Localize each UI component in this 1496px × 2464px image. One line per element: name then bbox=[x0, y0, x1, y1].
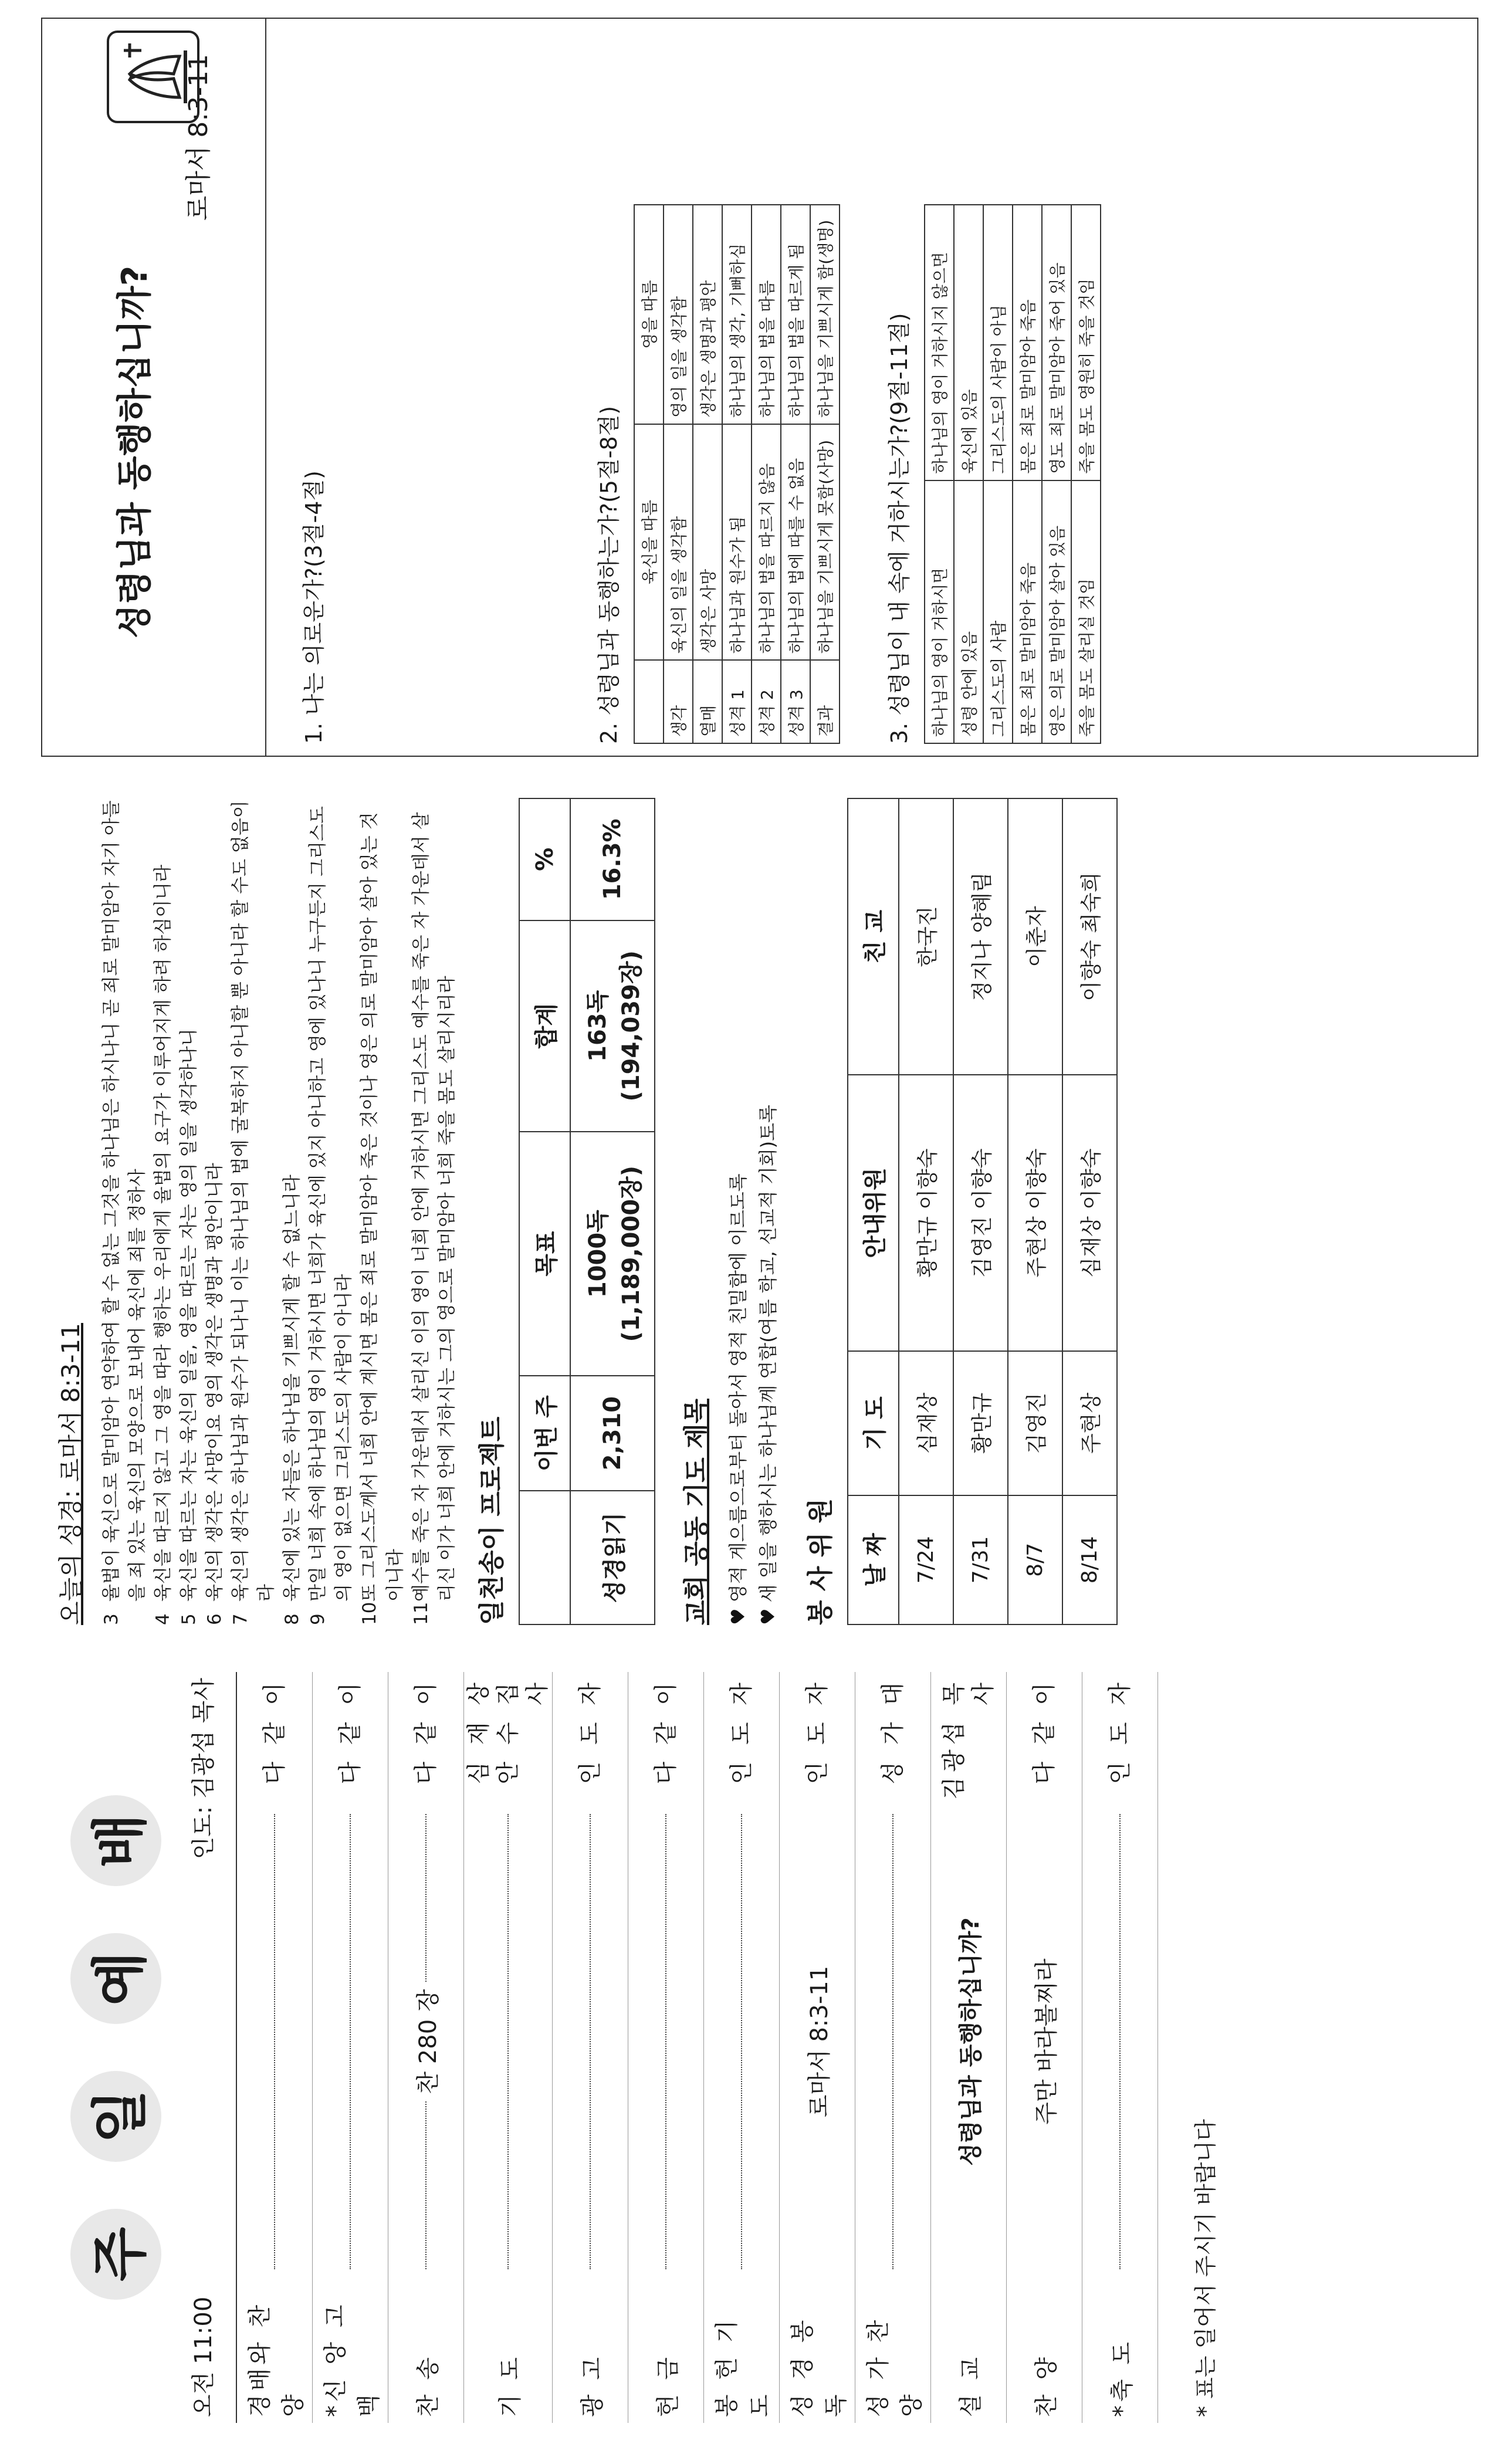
table-cell: 황만규 bbox=[953, 1351, 1008, 1495]
table-cell: 몸은 죄로 말미암아 죽음 bbox=[1013, 205, 1042, 480]
order-person: 다 같 이 bbox=[337, 1678, 364, 1785]
praying-hands-icon bbox=[107, 31, 199, 123]
table-cell: 성경읽기 bbox=[570, 1491, 655, 1624]
question-1: 1. 나는 의로운가?(3절-4절) bbox=[301, 471, 327, 744]
table-cell: 영은 의로 말미암아 살아 있음 bbox=[1042, 480, 1071, 743]
table-cell: 황만규 이향숙 bbox=[899, 1075, 953, 1351]
table-header: 기 도 bbox=[848, 1351, 899, 1495]
order-row bbox=[464, 1672, 553, 2423]
verse-number: 11 bbox=[411, 1602, 432, 1625]
table-header: 영을 따름 bbox=[634, 205, 664, 424]
table-cell: 몸은 죄로 말미암아 죽음 bbox=[1013, 480, 1042, 743]
verse bbox=[176, 798, 202, 1625]
order-row bbox=[628, 1672, 704, 2423]
table-cell: 정지나 양혜림 bbox=[953, 798, 1008, 1075]
verse bbox=[228, 798, 279, 1625]
order-label: 기 도 bbox=[496, 2354, 524, 2417]
order-content bbox=[350, 1801, 351, 2282]
table-cell: 하나님을 기쁘시게 함(생명) bbox=[810, 205, 840, 424]
verse bbox=[150, 798, 176, 1625]
order-person: 인 도 자 bbox=[1106, 1678, 1133, 1785]
title-char: 일 bbox=[70, 2071, 161, 2162]
order-item-text: 성령님과 동행하십니까? bbox=[957, 1917, 984, 2166]
comparison-table-2 bbox=[924, 204, 1101, 744]
table-header bbox=[519, 1491, 570, 1624]
verse-number: 10 bbox=[359, 1602, 381, 1625]
verse bbox=[279, 798, 305, 1625]
table-row bbox=[1008, 798, 1062, 1624]
table-row bbox=[1042, 205, 1071, 743]
order-content bbox=[952, 1801, 986, 2282]
order-item-text: 찬 280 장 bbox=[414, 1989, 442, 2094]
table-cell: 이향숙 최숙희 bbox=[1062, 798, 1117, 1075]
verse bbox=[305, 798, 357, 1625]
order-label: 광 고 bbox=[578, 2354, 606, 2417]
table-header: 육신을 따름 bbox=[634, 424, 664, 660]
table-cell: 한국진 bbox=[899, 798, 953, 1075]
project-title: 일천송이 프로젝트 bbox=[477, 1416, 507, 1625]
order-label: 성 경 봉 독 bbox=[789, 2316, 849, 2417]
order-person: 심 재 상 안 수 집 사 bbox=[465, 1678, 551, 1785]
order-row bbox=[780, 1672, 855, 2423]
table-cell: 심재상 bbox=[899, 1351, 953, 1495]
order-row bbox=[1082, 1672, 1158, 2423]
table-row bbox=[1071, 205, 1101, 743]
table-cell: 그리스도의 사람이 아님 bbox=[983, 205, 1013, 480]
table-header: 하나님의 영이 거하시지 않으면 bbox=[925, 205, 954, 480]
list-item: ♥새 일을 행하시는 하나님께 연합(여름 학교, 선교적 기회)토록 bbox=[757, 1105, 780, 1625]
order-person: 다 같 이 bbox=[412, 1678, 439, 1785]
table-cell: 7/24 bbox=[899, 1495, 953, 1624]
verse bbox=[202, 798, 228, 1625]
order-row bbox=[313, 1672, 388, 2423]
table-header: 목표 bbox=[519, 1132, 570, 1376]
table-cell: 하나님과 원수가 됨 bbox=[722, 424, 752, 660]
order-list bbox=[237, 1672, 1158, 2423]
order-row bbox=[388, 1672, 464, 2423]
table-cell: 2,310 bbox=[570, 1376, 655, 1491]
table-cell: 그리스도의 사람 bbox=[983, 480, 1013, 743]
verse-number: 4 bbox=[153, 1613, 174, 1625]
order-label: 성 가 찬 양 bbox=[865, 2316, 925, 2417]
verse-number: 5 bbox=[178, 1613, 200, 1625]
table-cell: 16.3% bbox=[570, 798, 655, 920]
leader-dots bbox=[1119, 1814, 1121, 2269]
order-label: 찬 양 bbox=[1033, 2354, 1060, 2417]
order-item-text: 주만 바라볼찌라 bbox=[1033, 1958, 1060, 2125]
table-cell: 죽을 몸도 영원히 죽을 것임 bbox=[1071, 205, 1101, 480]
order-person: 김광섭 목사 bbox=[940, 1678, 997, 1800]
verse-text: 육신의 생각은 사망이요 영의 생각은 생명과 평안이니라 bbox=[204, 1163, 226, 1602]
table-header: 날 짜 bbox=[848, 1495, 899, 1624]
project-table bbox=[519, 798, 655, 1625]
verse-text: 또 그리스도께서 너희 안에 계시면 몸은 죄로 말미암아 죽은 것이나 영은 의로 말미암아 살아 있는 것이니라 bbox=[359, 812, 407, 1602]
table-cell: 성격 3 bbox=[781, 660, 810, 743]
verse-text: 율법이 육신으로 말미암아 연약하여 할 수 없는 그것을 하나님은 하시나니 곧 죄로 말미암아 자기 아들을 죄 있는 육신의 모양으로 보내어 육신에 죄를 정하사 bbox=[101, 800, 148, 1602]
leader-dots bbox=[665, 1814, 666, 2269]
table-cell: 심재상 이향숙 bbox=[1062, 1075, 1117, 1351]
service-time: 오전 11:00 bbox=[190, 2296, 217, 2417]
heart-icon: ♥ bbox=[727, 1608, 750, 1625]
table-cell: 성령 안에 있음 bbox=[954, 480, 983, 743]
table-cell: 김영진 이향숙 bbox=[953, 1075, 1008, 1351]
verse-number: 8 bbox=[282, 1613, 303, 1625]
sermon-title: 성령님과 동행하십니까? bbox=[114, 265, 155, 638]
service-title: 봉 사 위 원 bbox=[805, 1498, 835, 1625]
order-content bbox=[801, 1801, 834, 2282]
table-row bbox=[781, 205, 810, 743]
verse-text: 예수를 죽은 자 가운데서 살리신 이의 영이 너희 안에 거하시면 그리스도 예수를 죽은 자 가운데서 살리신 이가 너희 안에 거하시는 그의 영으로 말미암아 너희 죽을 몸도 살리시리라 bbox=[411, 812, 458, 1602]
leader-dots bbox=[507, 1814, 509, 2269]
leader-dots bbox=[892, 1814, 893, 2269]
service-info bbox=[185, 1678, 218, 2417]
order-person: 인 도 자 bbox=[804, 1678, 831, 1785]
table-cell: 생각은 사망 bbox=[693, 424, 722, 660]
leader-dots bbox=[741, 1814, 742, 2269]
table-cell: 하나님의 생각, 기뻐하심 bbox=[722, 205, 752, 424]
verse bbox=[99, 798, 150, 1625]
sermon-frame bbox=[41, 18, 1478, 757]
order-content bbox=[741, 1801, 742, 2282]
verse-text: 만일 너희 속에 하나님의 영이 거하시면 너희가 육신에 있지 아니하고 영에 있나니 누구든지 그리스도의 영이 없으면 그리스도의 사람이 아니라 bbox=[307, 806, 355, 1602]
order-content bbox=[274, 1801, 275, 2282]
table-cell: 주현상 이향숙 bbox=[1008, 1075, 1062, 1351]
verse bbox=[408, 798, 460, 1625]
verse-number: 6 bbox=[204, 1613, 226, 1625]
service-table bbox=[847, 798, 1118, 1625]
table-row bbox=[693, 205, 722, 743]
verse-text: 육신을 따르는 자는 육신의 일을, 영을 따르는 자는 영의 일을 생각하나니 bbox=[178, 1028, 200, 1602]
order-person: 다 같 이 bbox=[261, 1678, 288, 1785]
heart-icon: ♥ bbox=[757, 1608, 780, 1625]
table-cell: 영의 일을 생각함 bbox=[664, 205, 693, 424]
table-cell: 하나님을 기쁘시게 못함(사망) bbox=[810, 424, 840, 660]
order-row bbox=[553, 1672, 628, 2423]
table-header: 안내위원 bbox=[848, 1075, 899, 1351]
verse-number: 3 bbox=[101, 1613, 122, 1625]
table-cell: 7/31 bbox=[953, 1495, 1008, 1624]
standing-note: * 표는 일어서 주시기 바랍니다 bbox=[1193, 2119, 1219, 2417]
table-header: 하나님의 영이 거하시면 bbox=[925, 480, 954, 743]
table-cell: 8/7 bbox=[1008, 1495, 1062, 1624]
order-item-text: 로마서 8:3-11 bbox=[805, 1965, 833, 2118]
sermon-notes-panel bbox=[0, 0, 1496, 769]
verse-number: 9 bbox=[307, 1613, 329, 1625]
order-content bbox=[1119, 1801, 1121, 2282]
table-header bbox=[634, 660, 664, 743]
verse-text: 육신을 따르지 않고 그 영을 따라 행하는 우리에게 율법의 요구가 이루어지게 하려 하심이니라 bbox=[153, 864, 174, 1602]
table-cell: 하나님의 법을 따르게 됨 bbox=[781, 205, 810, 424]
table-cell: 1000독 (1,189,000장) bbox=[570, 1132, 655, 1376]
verse bbox=[357, 798, 408, 1625]
table-cell: 결과 bbox=[810, 660, 840, 743]
order-label: 설 교 bbox=[957, 2354, 984, 2417]
table-cell: 김영진 bbox=[1008, 1351, 1062, 1495]
order-row bbox=[704, 1672, 780, 2423]
title-char: 주 bbox=[70, 2209, 161, 2300]
table-cell: 영도 죄로 말미암아 죽어 있음 bbox=[1042, 205, 1071, 480]
question-3: 3. 성령님이 내 속에 거하시는가?(9절-11절) bbox=[886, 313, 912, 744]
order-label: 헌 금 bbox=[654, 2354, 682, 2417]
order-person: 성 가 대 bbox=[879, 1678, 906, 1785]
order-person: 다 같 이 bbox=[652, 1678, 679, 1785]
notes-space bbox=[339, 19, 561, 756]
order-person: 인 도 자 bbox=[728, 1678, 755, 1785]
table-header: 합계 bbox=[519, 920, 570, 1132]
table-cell: 성격 1 bbox=[722, 660, 752, 743]
table-cell: 이춘자 bbox=[1008, 798, 1062, 1075]
order-content bbox=[1028, 1801, 1061, 2282]
table-row bbox=[1013, 205, 1042, 743]
order-label: 봉 헌 기 도 bbox=[713, 2316, 774, 2417]
table-cell: 8/14 bbox=[1062, 1495, 1117, 1624]
table-cell: 육신에 있음 bbox=[954, 205, 983, 480]
order-person: 인 도 자 bbox=[577, 1678, 604, 1785]
order-label: 찬 송 bbox=[414, 2354, 442, 2417]
table-cell: 하나님의 법에 따를 수 없음 bbox=[781, 424, 810, 660]
leader-dots bbox=[274, 1814, 275, 2269]
verse-text: 육신의 생각은 하나님과 원수가 되나니 이는 하나님의 법에 굴복하지 아니할 뿐 아니라 할 수도 없음이라 bbox=[230, 800, 277, 1602]
order-row bbox=[931, 1672, 1007, 2423]
order-row bbox=[855, 1672, 931, 2423]
verse-text: 육신에 있는 자들은 하나님을 기쁘시게 할 수 없느니라 bbox=[282, 1175, 303, 1602]
service-leader: 인도: 김광섭 목사 bbox=[190, 1678, 217, 1860]
table-cell: 생각 bbox=[664, 660, 693, 743]
table-row bbox=[1062, 798, 1117, 1624]
leader-dots bbox=[350, 1814, 351, 2269]
order-content bbox=[892, 1801, 893, 2282]
table-cell: 육신의 일을 생각함 bbox=[664, 424, 693, 660]
table-header: 친 교 bbox=[848, 798, 899, 1075]
verse-number: 7 bbox=[230, 1613, 252, 1625]
table-cell: 163독 (194,039장) bbox=[570, 920, 655, 1132]
table-row bbox=[954, 205, 983, 743]
order-row bbox=[237, 1672, 313, 2423]
order-content bbox=[665, 1801, 666, 2282]
info-panel bbox=[0, 769, 1496, 1649]
table-row bbox=[983, 205, 1013, 743]
sermon-header bbox=[42, 19, 266, 756]
order-content bbox=[507, 1801, 509, 2282]
table-row bbox=[810, 205, 840, 743]
scripture-title: 오늘의 성경: 로마서 8:3-11 bbox=[56, 1323, 85, 1625]
table-cell: 열매 bbox=[693, 660, 722, 743]
question-2: 2. 성령님과 동행하는가?(5절-8절) bbox=[596, 405, 622, 744]
scripture-text bbox=[99, 798, 460, 1625]
worship-order-panel bbox=[0, 1649, 1496, 2464]
order-row bbox=[1007, 1672, 1082, 2423]
table-cell: 하나님의 법을 따르지 않음 bbox=[752, 424, 781, 660]
order-label: *축 도 bbox=[1108, 2338, 1136, 2417]
comparison-table-1 bbox=[634, 204, 840, 744]
order-person: 다 같 이 bbox=[1031, 1678, 1058, 1785]
prayer-list bbox=[723, 798, 783, 1625]
table-header: % bbox=[519, 798, 570, 920]
table-row bbox=[953, 798, 1008, 1624]
list-item: ♥영적 게으름으로부터 돌아서 영적 친밀함에 이르도록 bbox=[727, 1173, 750, 1625]
table-header: 이번 주 bbox=[519, 1376, 570, 1491]
table-row bbox=[899, 798, 953, 1624]
order-label: 경배와 찬양 bbox=[246, 2301, 307, 2417]
title-char: 예 bbox=[70, 1933, 161, 2024]
table-row bbox=[664, 205, 693, 743]
order-content bbox=[590, 1801, 591, 2282]
sermon-reference: 로마서 8:3-11 bbox=[184, 54, 214, 221]
table-cell: 하나님의 법을 따름 bbox=[752, 205, 781, 424]
order-content bbox=[409, 1801, 443, 2282]
title-char: 배 bbox=[70, 1795, 161, 1886]
table-row bbox=[752, 205, 781, 743]
table-cell: 생각은 생명과 평안 bbox=[693, 205, 722, 424]
table-cell: 주현상 bbox=[1062, 1351, 1117, 1495]
table-cell: 성격 2 bbox=[752, 660, 781, 743]
table-row bbox=[722, 205, 752, 743]
table-cell: 죽을 몸도 살리실 것임 bbox=[1071, 480, 1101, 743]
leader-dots bbox=[590, 1814, 591, 2269]
worship-title bbox=[70, 1672, 161, 2423]
prayer-title: 교회 공동 기도 제목 bbox=[682, 1399, 712, 1625]
order-label: *신 앙 고 백 bbox=[322, 2301, 383, 2417]
